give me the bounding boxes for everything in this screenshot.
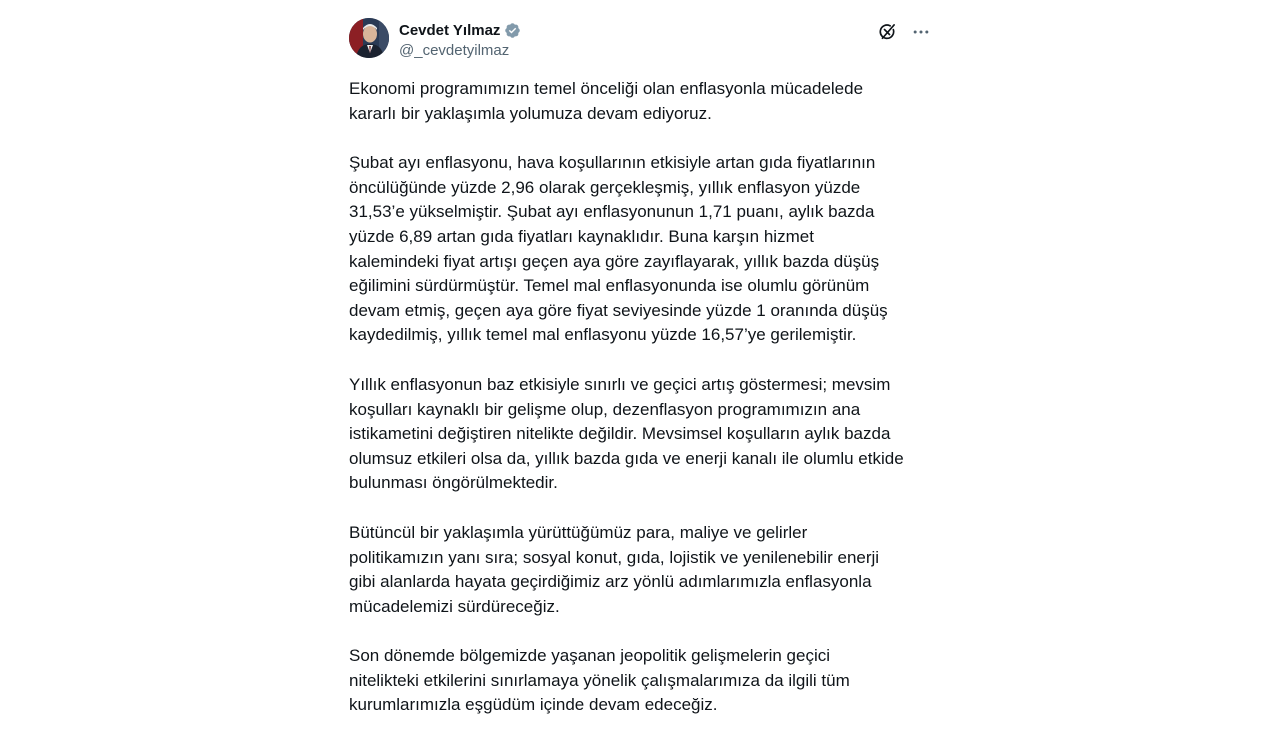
display-name[interactable]: Cevdet Yılmaz bbox=[399, 21, 501, 39]
verified-badge-icon[interactable] bbox=[504, 22, 521, 39]
tweet-text bbox=[349, 77, 939, 718]
tweet-paragraph bbox=[349, 644, 939, 718]
text-line: Son dönemde bölgemizde yaşanan jeopolitik gelişmelerin geçici bbox=[349, 646, 831, 666]
avatar-image bbox=[349, 18, 389, 58]
text-line: istikametini değiştiren nitelikte değildir. Mevsimsel koşulların aylık bazda bbox=[349, 424, 891, 444]
name-row bbox=[399, 19, 521, 41]
text-line: devam etmiş, geçen aya göre fiyat seviyesinde yüzde 1 oranında düşüş bbox=[349, 300, 888, 320]
text-line: 31,53’e yükselmiştir. Şubat ayı enflasyonunun 1,71 puanı, aylık bazda bbox=[349, 202, 875, 222]
text-line: eğilimini sürdürmüştür. Temel mal enflasyonunda ise olumlu görünüm bbox=[349, 276, 870, 296]
author-info bbox=[399, 19, 521, 59]
grok-icon[interactable] bbox=[877, 22, 897, 42]
tweet-actions bbox=[877, 22, 931, 42]
text-line: Yıllık enflasyonun baz etkisiyle sınırlı ve geçici artış göstermesi; mevsim bbox=[349, 374, 891, 394]
text-line: yüzde 6,89 artan gıda fiyatları kaynaklıdır. Buna karşın hizmet bbox=[349, 226, 814, 246]
text-line: nitelikteki etkilerini sınırlamaya yönelik çalışmalarımıza da ilgili tüm bbox=[349, 670, 850, 690]
text-line: kurumlarımızla eşgüdüm içinde devam edeceğiz. bbox=[349, 695, 718, 715]
text-line: kalemindeki fiyat artışı geçen aya göre zayıflayarak, yıllık bazda düşüş bbox=[349, 251, 880, 271]
text-line: Şubat ayı enflasyonu, hava koşullarının etkisiyle artan gıda fiyatlarının bbox=[349, 153, 876, 173]
text-line: bulunması öngörülmektedir. bbox=[349, 473, 558, 493]
handle[interactable]: @_cevdetyilmaz bbox=[399, 42, 510, 59]
text-line: kaydedilmiş, yıllık temel mal enflasyonu yüzde 16,57’ye gerilemiştir. bbox=[349, 325, 857, 345]
more-icon[interactable] bbox=[911, 22, 931, 42]
tweet-header bbox=[349, 16, 939, 64]
text-line: olumsuz etkileri olsa da, yıllık bazda gıda ve enerji kanalı ile olumlu etkide bbox=[349, 448, 904, 468]
text-line: Ekonomi programımızın temel önceliği olan enflasyonla mücadelede bbox=[349, 79, 864, 98]
text-line: öncülüğünde yüzde 2,96 olarak gerçekleşmiş, yıllık enflasyon yüzde bbox=[349, 177, 861, 197]
text-line: mücadelemizi sürdüreceğiz. bbox=[349, 596, 560, 616]
tweet-paragraph bbox=[349, 77, 939, 126]
tweet bbox=[349, 16, 939, 743]
text-line: Bütüncül bir yaklaşımla yürüttüğümüz para, maliye ve gelirler bbox=[349, 522, 808, 542]
text-line: politikamızın yanı sıra; sosyal konut, gıda, lojistik ve yenilenebilir enerji bbox=[349, 547, 880, 567]
text-line: kararlı bir yaklaşımla yolumuza devam ediyoruz. bbox=[349, 103, 712, 123]
text-line: gibi alanlarda hayata geçirdiğimiz arz yönlü adımlarımızla enflasyonla bbox=[349, 572, 872, 592]
avatar[interactable] bbox=[349, 18, 389, 58]
tweet-paragraph bbox=[349, 373, 939, 496]
tweet-paragraph bbox=[349, 521, 939, 619]
text-line: koşulları kaynaklı bir gelişme olup, dezenflasyon programımızın ana bbox=[349, 399, 861, 419]
tweet-paragraph bbox=[349, 151, 939, 348]
